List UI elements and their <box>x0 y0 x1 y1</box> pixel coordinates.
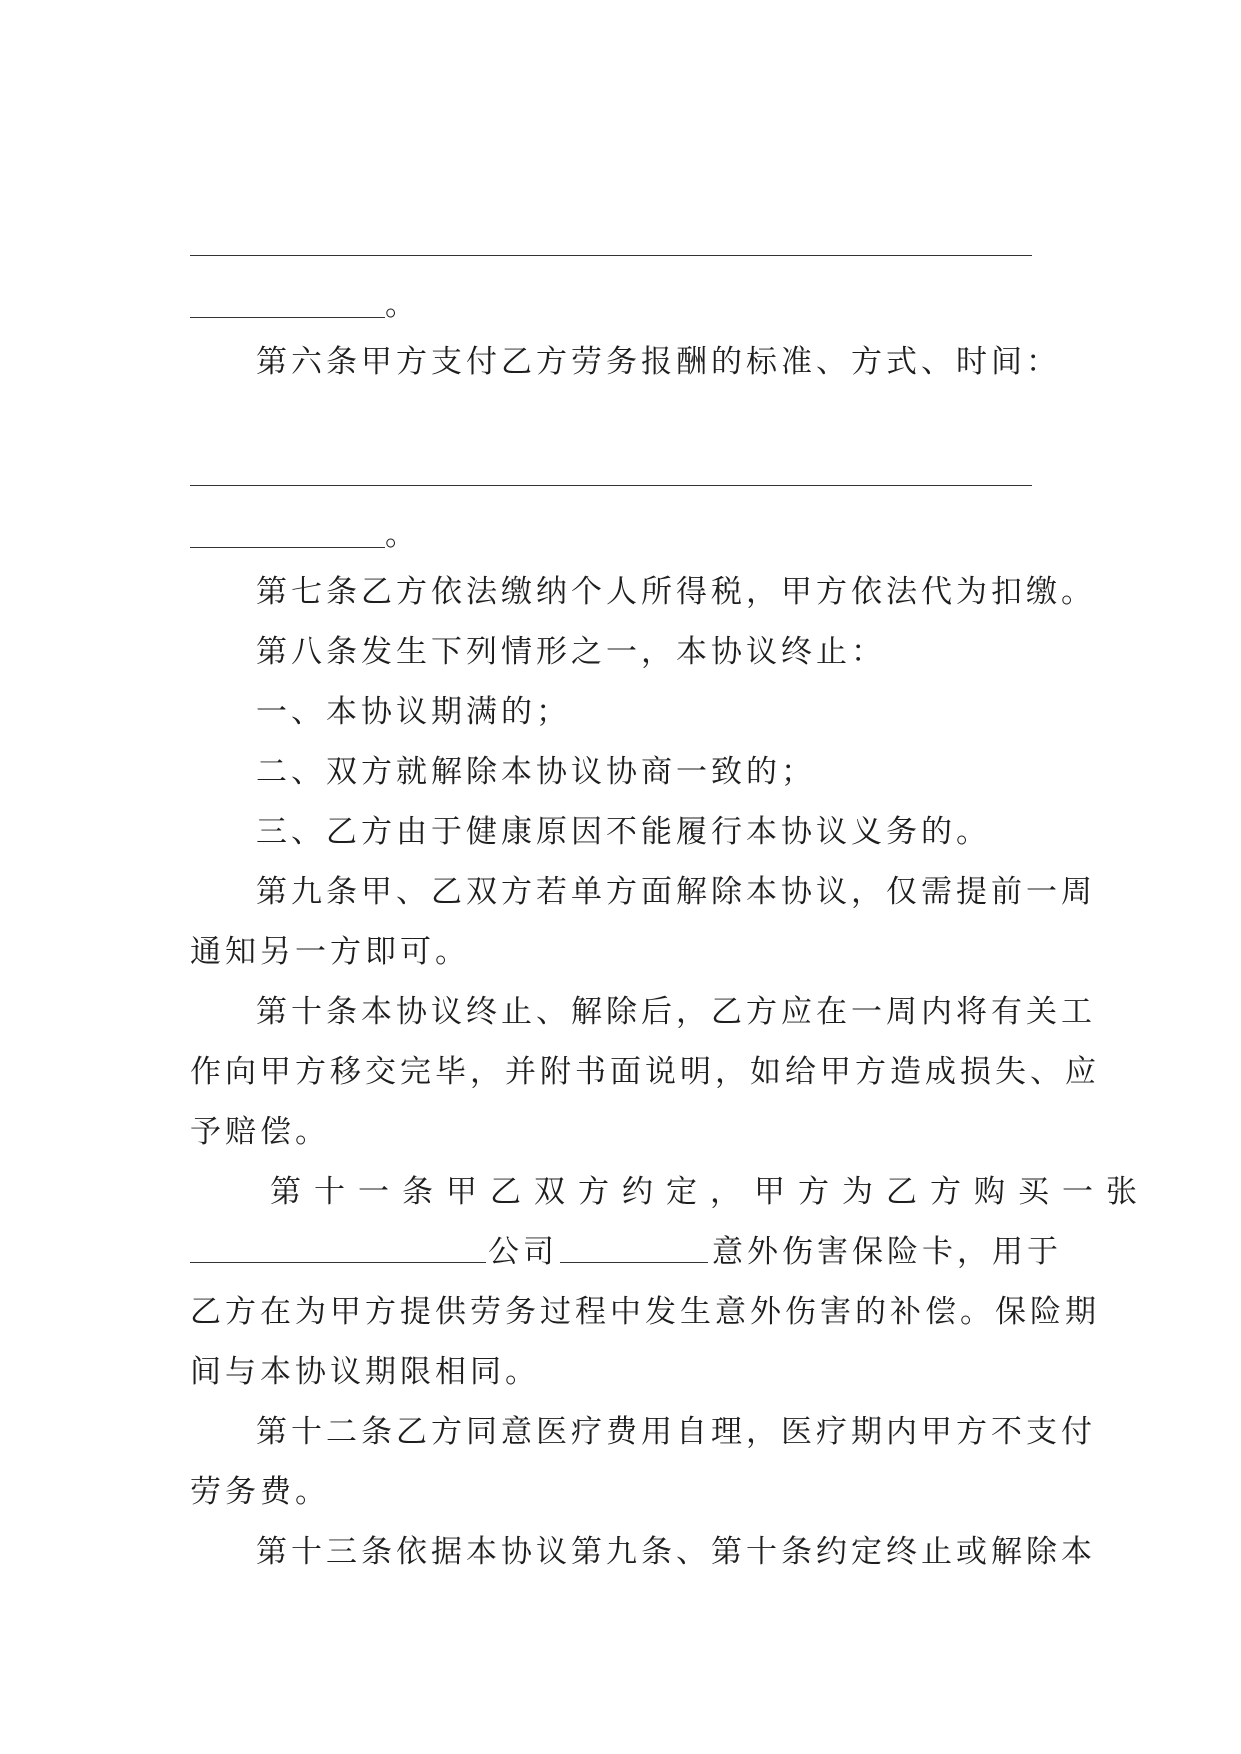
article-8-item-2: 二、双方就解除本协议协商一致的； <box>256 754 816 790</box>
fill-in-blank-line <box>190 547 385 548</box>
article-8-item-3: 三、乙方由于健康原因不能履行本协议义务的。 <box>256 814 991 850</box>
article-9-line-2: 通知另一方即可。 <box>190 934 470 970</box>
article-8: 第八条发生下列情形之一，本协议终止： <box>256 634 886 670</box>
article-9-line-1: 第九条甲、乙双方若单方面解除本协议，仅需提前一周 <box>256 874 1096 910</box>
article-11-insurance-card: 意外伤害保险卡，用于 <box>712 1234 1062 1270</box>
article-11-line-4: 间与本协议期限相同。 <box>190 1354 540 1390</box>
article-10-line-3: 予赔偿。 <box>190 1114 330 1150</box>
article-8-item-1: 一、本协议期满的； <box>256 694 571 730</box>
fill-in-blank-line <box>190 255 1032 256</box>
article-6: 第六条甲方支付乙方劳务报酬的标准、方式、时间： <box>256 344 1061 380</box>
article-10-line-1: 第十条本协议终止、解除后，乙方应在一周内将有关工 <box>256 994 1096 1030</box>
article-13-line-1: 第十三条依据本协议第九条、第十条约定终止或解除本 <box>256 1534 1096 1570</box>
article-11-line-1: 第十一条甲乙双方约定，甲方为乙方购买一张 <box>270 1174 1150 1210</box>
fill-in-blank-line <box>190 317 385 318</box>
period: 。 <box>385 287 416 323</box>
article-11-company-label: 公司 <box>488 1234 558 1270</box>
period: 。 <box>385 517 416 553</box>
article-7: 第七条乙方依法缴纳个人所得税，甲方依法代为扣缴。 <box>256 574 1096 610</box>
article-12-line-1: 第十二条乙方同意医疗费用自理，医疗期内甲方不支付 <box>256 1414 1096 1450</box>
insurance-type-blank <box>560 1262 708 1263</box>
article-12-line-2: 劳务费。 <box>190 1474 330 1510</box>
company-name-blank <box>190 1262 486 1263</box>
fill-in-blank-line <box>190 485 1032 486</box>
article-11-line-3: 乙方在为甲方提供劳务过程中发生意外伤害的补偿。保险期 <box>190 1294 1100 1330</box>
article-10-line-2: 作向甲方移交完毕，并附书面说明，如给甲方造成损失、应 <box>190 1054 1100 1090</box>
